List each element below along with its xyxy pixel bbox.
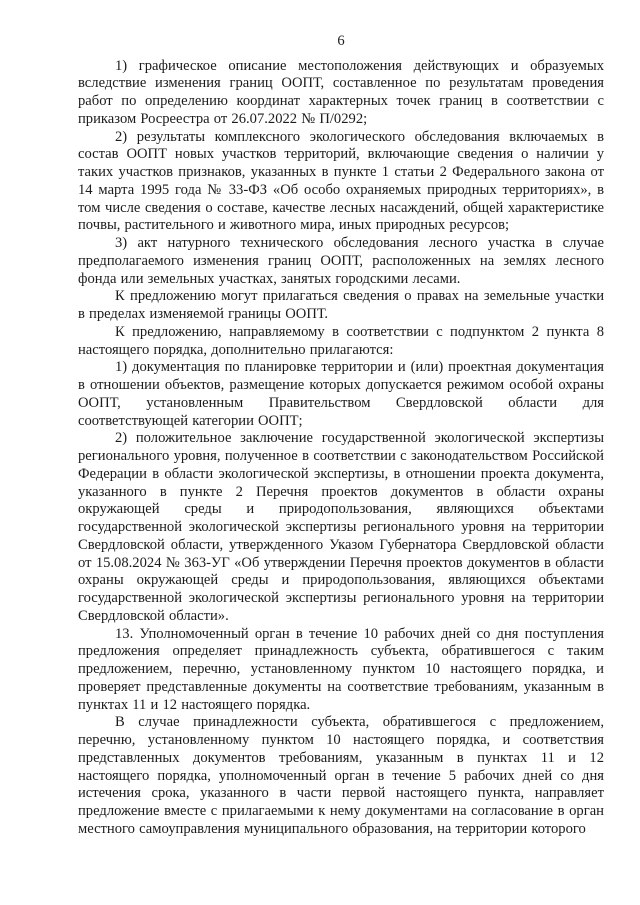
paragraph-3: 3) акт натурного технического обследования лесного участка в случае предполагаемого изменения границ ООПТ, расположенных на землях лесного фонда или земельных участках, занятых городскими лесами. — [78, 235, 604, 287]
paragraph-9: В случае принадлежности субъекта, обратившегося с предложением, перечню, установленному пунктом 10 настоящего порядка, и соответствия представленных документов требованиям, указанным в пунктах 11 и 12 настоящего порядка, уполномоченный орган в течение 5 рабочих дней со дня истечения срока, указанного в части первой настоящего пункта, направляет предложение вместе с прилагаемыми к нему документами на согласование в орган местного самоуправления муниципального образования, на территории которого — [78, 714, 604, 837]
paragraph-5: К предложению, направляемому в соответствии с подпунктом 2 пункта 8 настоящего порядка, дополнительно прилагаются: — [78, 323, 604, 358]
document-body — [78, 58, 604, 839]
paragraph-7: 2) положительное заключение государственной экологической экспертизы регионального уровня, полученное в соответствии с законодательством Российской Федерации в области экологической экспертизы, в отношении проекта документа, указанного в пункте 2 Перечня проектов документов в области охраны окружающей среды и природопользования, являющихся объектами государственной экологической экспертизы регионального уровня на территории Свердловской области, утвержденного Указом Губернатора Свердловской области от 15.08.2024 № 363-УГ «Об утверждении Перечня проектов документов в области охраны окружающей среды и природопользования, являющихся объектами государственной экологической экспертизы регионального уровня на территории Свердловской области». — [78, 430, 604, 624]
paragraph-4: К предложению могут прилагаться сведения о правах на земельные участки в пределах изменяемой границы ООПТ. — [78, 288, 604, 323]
paragraph-2: 2) результаты комплексного экологического обследования включаемых в состав ООПТ новых участков территорий, включающие сведения о наличии у таких участков признаков, указанных в пункте 1 статьи 2 Федерального закона от 14 марта 1995 года № 33-ФЗ «Об особо охраняемых природных территориях», в том числе сведения о составе, качестве лесных насаждений, общей характеристике почвы, растительного и животного мира, иных природных ресурсов; — [78, 128, 604, 234]
paragraph-1: 1) графическое описание местоположения действующих и образуемых вследствие изменения границ ООПТ, составленное по результатам проведения работ по определению координат характерных точек границ в соответствии с приказом Росреестра от 26.07.2022 № П/0292; — [78, 57, 604, 127]
page-number: 6 — [337, 33, 345, 49]
paragraph-6: 1) документация по планировке территории и (или) проектная документация в отношении объектов, размещение которых допускается режимом особой охраны ООПТ, установленным Правительством Свердловской области для соответствующей категории ООПТ; — [78, 359, 604, 429]
paragraph-8: 13. Уполномоченный орган в течение 10 рабочих дней со дня поступления предложения определяет принадлежность субъекта, обратившегося с таким предложением, перечню, установленному пунктом 10 настоящего порядка, и проверяет представленные документы на соответствие требованиям, указанным в пунктах 11 и 12 настоящего порядка. — [78, 625, 604, 713]
